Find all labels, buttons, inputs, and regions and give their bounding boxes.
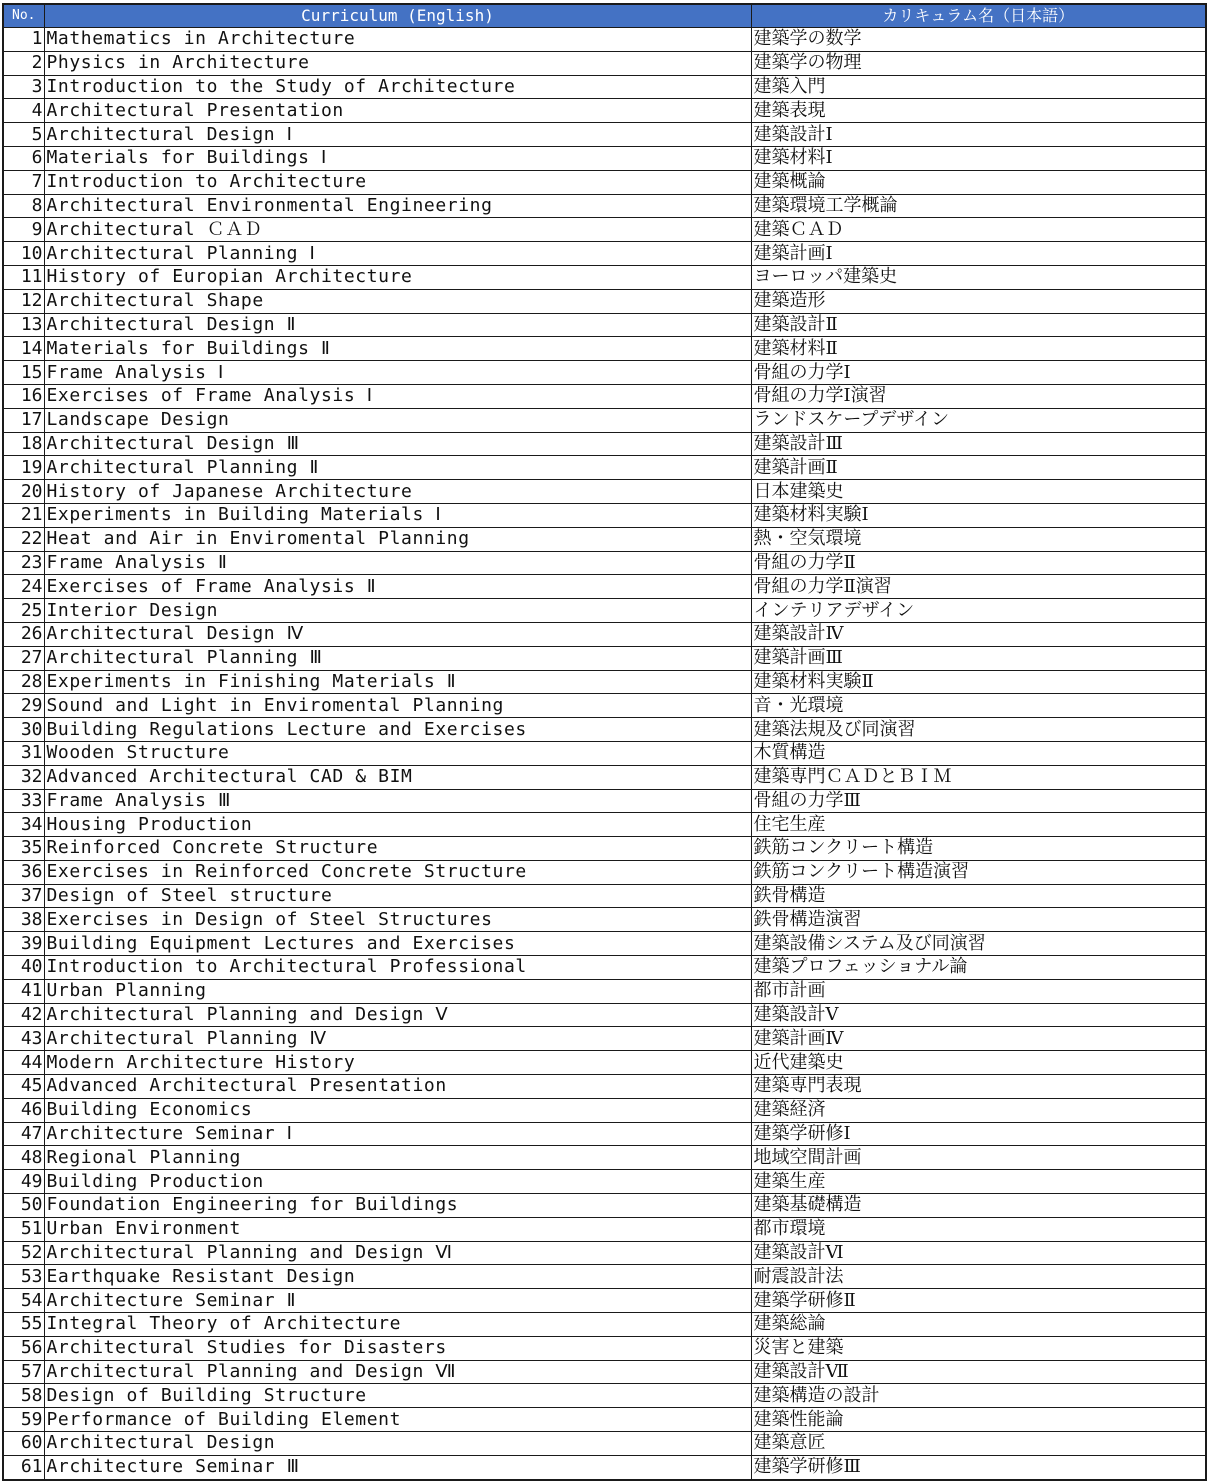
japanese-name-cell: 建築設計Ⅰ xyxy=(751,123,1205,147)
row-number-cell: 35 xyxy=(4,837,44,861)
row-number-cell: 12 xyxy=(4,289,44,313)
english-name-cell: Design of Building Structure xyxy=(44,1384,751,1408)
english-name-cell: Architectural Design Ⅱ xyxy=(44,313,751,337)
english-name-cell: Materials for Buildings Ⅱ xyxy=(44,337,751,361)
japanese-name-cell: 建築意匠 xyxy=(751,1432,1205,1456)
row-number-cell: 53 xyxy=(4,1265,44,1289)
table-row xyxy=(4,1075,1205,1099)
table-row xyxy=(4,646,1205,670)
english-name-cell: Interior Design xyxy=(44,599,751,623)
english-name-cell: Building Equipment Lectures and Exercises xyxy=(44,932,751,956)
table-row xyxy=(4,694,1205,718)
table-row xyxy=(4,979,1205,1003)
japanese-name-cell: 建築入門 xyxy=(751,75,1205,99)
english-name-cell: Exercises of Frame Analysis Ⅱ xyxy=(44,575,751,599)
row-number-cell: 33 xyxy=(4,789,44,813)
row-number-cell: 22 xyxy=(4,527,44,551)
header-no: No. xyxy=(4,5,44,28)
english-name-cell: Introduction to Architecture xyxy=(44,170,751,194)
row-number-cell: 37 xyxy=(4,884,44,908)
table-row xyxy=(4,242,1205,266)
row-number-cell: 26 xyxy=(4,622,44,646)
english-name-cell: Earthquake Resistant Design xyxy=(44,1265,751,1289)
japanese-name-cell: 木質構造 xyxy=(751,741,1205,765)
english-name-cell: Architectural Planning and Design Ⅵ xyxy=(44,1241,751,1265)
english-name-cell: Mathematics in Architecture xyxy=(44,28,751,52)
japanese-name-cell: 建築構造の設計 xyxy=(751,1384,1205,1408)
row-number-cell: 55 xyxy=(4,1313,44,1337)
table-row xyxy=(4,1384,1205,1408)
english-name-cell: Building Economics xyxy=(44,1098,751,1122)
row-number-cell: 15 xyxy=(4,361,44,385)
table-row xyxy=(4,1241,1205,1265)
row-number-cell: 58 xyxy=(4,1384,44,1408)
english-name-cell: Advanced Architectural Presentation xyxy=(44,1075,751,1099)
row-number-cell: 43 xyxy=(4,1027,44,1051)
japanese-name-cell: 鉄筋コンクリート構造演習 xyxy=(751,860,1205,884)
header-row xyxy=(4,5,1205,28)
row-number-cell: 13 xyxy=(4,313,44,337)
japanese-name-cell: 建築計画Ⅲ xyxy=(751,646,1205,670)
table-row xyxy=(4,480,1205,504)
english-name-cell: Regional Planning xyxy=(44,1146,751,1170)
english-name-cell: Sound and Light in Enviromental Planning xyxy=(44,694,751,718)
english-name-cell: Architectural Shape xyxy=(44,289,751,313)
row-number-cell: 10 xyxy=(4,242,44,266)
table-row xyxy=(4,218,1205,242)
row-number-cell: 60 xyxy=(4,1432,44,1456)
table-row xyxy=(4,599,1205,623)
english-name-cell: Performance of Building Element xyxy=(44,1408,751,1432)
english-name-cell: Architectural Planning Ⅱ xyxy=(44,456,751,480)
english-name-cell: Materials for Buildings Ⅰ xyxy=(44,146,751,170)
table-row xyxy=(4,527,1205,551)
row-number-cell: 29 xyxy=(4,694,44,718)
table-row xyxy=(4,860,1205,884)
english-name-cell: Wooden Structure xyxy=(44,741,751,765)
header-english: Curriculum (English) xyxy=(44,5,751,28)
english-name-cell: Building Production xyxy=(44,1170,751,1194)
japanese-name-cell: 骨組の力学Ⅲ xyxy=(751,789,1205,813)
table-row xyxy=(4,432,1205,456)
row-number-cell: 51 xyxy=(4,1217,44,1241)
japanese-name-cell: 骨組の力学Ⅰ演習 xyxy=(751,384,1205,408)
japanese-name-cell: 建築ＣＡＤ xyxy=(751,218,1205,242)
table-row xyxy=(4,789,1205,813)
japanese-name-cell: 建築材料実験Ⅰ xyxy=(751,503,1205,527)
table-row xyxy=(4,1027,1205,1051)
table-row xyxy=(4,51,1205,75)
japanese-name-cell: ランドスケープデザイン xyxy=(751,408,1205,432)
japanese-name-cell: インテリアデザイン xyxy=(751,599,1205,623)
table-body xyxy=(4,28,1205,1480)
japanese-name-cell: 建築学の数学 xyxy=(751,28,1205,52)
english-name-cell: Architectural ＣＡＤ xyxy=(44,218,751,242)
japanese-name-cell: 耐震設計法 xyxy=(751,1265,1205,1289)
row-number-cell: 48 xyxy=(4,1146,44,1170)
table-row xyxy=(4,1265,1205,1289)
english-name-cell: Advanced Architectural CAD & BIM xyxy=(44,765,751,789)
row-number-cell: 23 xyxy=(4,551,44,575)
row-number-cell: 19 xyxy=(4,456,44,480)
row-number-cell: 45 xyxy=(4,1075,44,1099)
row-number-cell: 1 xyxy=(4,28,44,52)
english-name-cell: Exercises in Design of Steel Structures xyxy=(44,908,751,932)
japanese-name-cell: 建築総論 xyxy=(751,1313,1205,1337)
english-name-cell: Architectural Design Ⅲ xyxy=(44,432,751,456)
english-name-cell: Architecture Seminar Ⅰ xyxy=(44,1122,751,1146)
table-row xyxy=(4,313,1205,337)
english-name-cell: Frame Analysis Ⅰ xyxy=(44,361,751,385)
japanese-name-cell: 建築法規及び同演習 xyxy=(751,718,1205,742)
japanese-name-cell: 建築設計Ⅲ xyxy=(751,432,1205,456)
japanese-name-cell: 建築材料実験Ⅱ xyxy=(751,670,1205,694)
row-number-cell: 5 xyxy=(4,123,44,147)
english-name-cell: Exercises of Frame Analysis Ⅰ xyxy=(44,384,751,408)
row-number-cell: 3 xyxy=(4,75,44,99)
english-name-cell: Reinforced Concrete Structure xyxy=(44,837,751,861)
japanese-name-cell: 建築経済 xyxy=(751,1098,1205,1122)
japanese-name-cell: 建築表現 xyxy=(751,99,1205,123)
table-row xyxy=(4,1313,1205,1337)
english-name-cell: Architectural Design xyxy=(44,1432,751,1456)
japanese-name-cell: 地域空間計画 xyxy=(751,1146,1205,1170)
table-row xyxy=(4,1289,1205,1313)
curriculum-table xyxy=(4,5,1205,1479)
japanese-name-cell: 建築性能論 xyxy=(751,1408,1205,1432)
japanese-name-cell: 建築環境工学概論 xyxy=(751,194,1205,218)
japanese-name-cell: 建築概論 xyxy=(751,170,1205,194)
english-name-cell: Architecture Seminar Ⅱ xyxy=(44,1289,751,1313)
japanese-name-cell: 建築学研修Ⅰ xyxy=(751,1122,1205,1146)
row-number-cell: 42 xyxy=(4,1003,44,1027)
table-row xyxy=(4,1408,1205,1432)
table-row xyxy=(4,956,1205,980)
japanese-name-cell: 音・光環境 xyxy=(751,694,1205,718)
english-name-cell: Design of Steel structure xyxy=(44,884,751,908)
japanese-name-cell: 鉄筋コンクリート構造 xyxy=(751,837,1205,861)
japanese-name-cell: 骨組の力学Ⅰ xyxy=(751,361,1205,385)
japanese-name-cell: 建築計画Ⅱ xyxy=(751,456,1205,480)
english-name-cell: Building Regulations Lecture and Exercises xyxy=(44,718,751,742)
row-number-cell: 31 xyxy=(4,741,44,765)
english-name-cell: Architecture Seminar Ⅲ xyxy=(44,1455,751,1479)
japanese-name-cell: 熱・空気環境 xyxy=(751,527,1205,551)
japanese-name-cell: 鉄骨構造演習 xyxy=(751,908,1205,932)
english-name-cell: Architectural Design Ⅰ xyxy=(44,123,751,147)
table-row xyxy=(4,361,1205,385)
japanese-name-cell: 建築設計Ⅱ xyxy=(751,313,1205,337)
table-row xyxy=(4,741,1205,765)
row-number-cell: 40 xyxy=(4,956,44,980)
english-name-cell: Architectural Studies for Disasters xyxy=(44,1336,751,1360)
row-number-cell: 32 xyxy=(4,765,44,789)
japanese-name-cell: 都市計画 xyxy=(751,979,1205,1003)
japanese-name-cell: 鉄骨構造 xyxy=(751,884,1205,908)
english-name-cell: History of Japanese Architecture xyxy=(44,480,751,504)
table-row xyxy=(4,503,1205,527)
japanese-name-cell: 建築設計Ⅵ xyxy=(751,1241,1205,1265)
english-name-cell: Experiments in Finishing Materials Ⅱ xyxy=(44,670,751,694)
row-number-cell: 38 xyxy=(4,908,44,932)
table-row xyxy=(4,932,1205,956)
japanese-name-cell: 建築基礎構造 xyxy=(751,1194,1205,1218)
row-number-cell: 41 xyxy=(4,979,44,1003)
table-row xyxy=(4,1432,1205,1456)
japanese-name-cell: 建築造形 xyxy=(751,289,1205,313)
english-name-cell: Architectural Environmental Engineering xyxy=(44,194,751,218)
english-name-cell: Heat and Air in Enviromental Planning xyxy=(44,527,751,551)
table-row xyxy=(4,837,1205,861)
row-number-cell: 50 xyxy=(4,1194,44,1218)
japanese-name-cell: 建築計画Ⅰ xyxy=(751,242,1205,266)
japanese-name-cell: 建築計画Ⅳ xyxy=(751,1027,1205,1051)
row-number-cell: 17 xyxy=(4,408,44,432)
japanese-name-cell: 骨組の力学Ⅱ演習 xyxy=(751,575,1205,599)
japanese-name-cell: 建築学研修Ⅱ xyxy=(751,1289,1205,1313)
row-number-cell: 56 xyxy=(4,1336,44,1360)
table-row xyxy=(4,1098,1205,1122)
row-number-cell: 24 xyxy=(4,575,44,599)
english-name-cell: Physics in Architecture xyxy=(44,51,751,75)
japanese-name-cell: 都市環境 xyxy=(751,1217,1205,1241)
english-name-cell: Architectural Planning Ⅲ xyxy=(44,646,751,670)
japanese-name-cell: 建築プロフェッショナル論 xyxy=(751,956,1205,980)
table-row xyxy=(4,718,1205,742)
english-name-cell: Architectural Planning and Design Ⅶ xyxy=(44,1360,751,1384)
table-row xyxy=(4,765,1205,789)
english-name-cell: History of Europian Architecture xyxy=(44,265,751,289)
table-row xyxy=(4,1194,1205,1218)
table-row xyxy=(4,884,1205,908)
english-name-cell: Experiments in Building Materials Ⅰ xyxy=(44,503,751,527)
english-name-cell: Architectural Planning and Design Ⅴ xyxy=(44,1003,751,1027)
japanese-name-cell: 災害と建築 xyxy=(751,1336,1205,1360)
table-row xyxy=(4,123,1205,147)
row-number-cell: 36 xyxy=(4,860,44,884)
row-number-cell: 34 xyxy=(4,813,44,837)
english-name-cell: Frame Analysis Ⅲ xyxy=(44,789,751,813)
table-row xyxy=(4,1455,1205,1479)
row-number-cell: 11 xyxy=(4,265,44,289)
table-row xyxy=(4,28,1205,52)
japanese-name-cell: 建築設備システム及び同演習 xyxy=(751,932,1205,956)
row-number-cell: 27 xyxy=(4,646,44,670)
row-number-cell: 18 xyxy=(4,432,44,456)
japanese-name-cell: ヨーロッパ建築史 xyxy=(751,265,1205,289)
row-number-cell: 25 xyxy=(4,599,44,623)
table-row xyxy=(4,289,1205,313)
row-number-cell: 61 xyxy=(4,1455,44,1479)
row-number-cell: 49 xyxy=(4,1170,44,1194)
header-japanese: カリキュラム名（日本語） xyxy=(751,5,1205,28)
table-row xyxy=(4,75,1205,99)
english-name-cell: Introduction to Architectural Professional xyxy=(44,956,751,980)
english-name-cell: Introduction to the Study of Architecture xyxy=(44,75,751,99)
table-row xyxy=(4,265,1205,289)
table-row xyxy=(4,1003,1205,1027)
japanese-name-cell: 建築学の物理 xyxy=(751,51,1205,75)
row-number-cell: 47 xyxy=(4,1122,44,1146)
table-row xyxy=(4,1170,1205,1194)
row-number-cell: 21 xyxy=(4,503,44,527)
english-name-cell: Modern Architecture History xyxy=(44,1051,751,1075)
table-row xyxy=(4,146,1205,170)
japanese-name-cell: 日本建築史 xyxy=(751,480,1205,504)
table-row xyxy=(4,813,1205,837)
table-row xyxy=(4,1051,1205,1075)
english-name-cell: Landscape Design xyxy=(44,408,751,432)
english-name-cell: Urban Environment xyxy=(44,1217,751,1241)
row-number-cell: 30 xyxy=(4,718,44,742)
row-number-cell: 28 xyxy=(4,670,44,694)
japanese-name-cell: 建築学研修Ⅲ xyxy=(751,1455,1205,1479)
table-row xyxy=(4,408,1205,432)
table-row xyxy=(4,456,1205,480)
row-number-cell: 8 xyxy=(4,194,44,218)
curriculum-table-container xyxy=(2,3,1207,1481)
row-number-cell: 39 xyxy=(4,932,44,956)
row-number-cell: 57 xyxy=(4,1360,44,1384)
japanese-name-cell: 骨組の力学Ⅱ xyxy=(751,551,1205,575)
english-name-cell: Urban Planning xyxy=(44,979,751,1003)
row-number-cell: 6 xyxy=(4,146,44,170)
row-number-cell: 14 xyxy=(4,337,44,361)
japanese-name-cell: 建築設計Ⅶ xyxy=(751,1360,1205,1384)
table-row xyxy=(4,908,1205,932)
english-name-cell: Integral Theory of Architecture xyxy=(44,1313,751,1337)
japanese-name-cell: 建築材料Ⅱ xyxy=(751,337,1205,361)
row-number-cell: 54 xyxy=(4,1289,44,1313)
english-name-cell: Architectural Planning Ⅳ xyxy=(44,1027,751,1051)
row-number-cell: 16 xyxy=(4,384,44,408)
english-name-cell: Housing Production xyxy=(44,813,751,837)
table-row xyxy=(4,99,1205,123)
row-number-cell: 52 xyxy=(4,1241,44,1265)
english-name-cell: Frame Analysis Ⅱ xyxy=(44,551,751,575)
row-number-cell: 59 xyxy=(4,1408,44,1432)
table-row xyxy=(4,1217,1205,1241)
table-row xyxy=(4,194,1205,218)
japanese-name-cell: 建築生産 xyxy=(751,1170,1205,1194)
table-row xyxy=(4,1146,1205,1170)
table-row xyxy=(4,1122,1205,1146)
japanese-name-cell: 近代建築史 xyxy=(751,1051,1205,1075)
row-number-cell: 20 xyxy=(4,480,44,504)
row-number-cell: 7 xyxy=(4,170,44,194)
english-name-cell: Architectural Design Ⅳ xyxy=(44,622,751,646)
japanese-name-cell: 建築設計Ⅳ xyxy=(751,622,1205,646)
table-row xyxy=(4,670,1205,694)
table-row xyxy=(4,170,1205,194)
japanese-name-cell: 建築材料Ⅰ xyxy=(751,146,1205,170)
table-row xyxy=(4,551,1205,575)
japanese-name-cell: 住宅生産 xyxy=(751,813,1205,837)
english-name-cell: Architectural Planning Ⅰ xyxy=(44,242,751,266)
row-number-cell: 46 xyxy=(4,1098,44,1122)
row-number-cell: 44 xyxy=(4,1051,44,1075)
row-number-cell: 4 xyxy=(4,99,44,123)
table-row xyxy=(4,575,1205,599)
japanese-name-cell: 建築設計Ⅴ xyxy=(751,1003,1205,1027)
japanese-name-cell: 建築専門表現 xyxy=(751,1075,1205,1099)
japanese-name-cell: 建築専門ＣＡＤとＢＩＭ xyxy=(751,765,1205,789)
table-row xyxy=(4,1360,1205,1384)
english-name-cell: Foundation Engineering for Buildings xyxy=(44,1194,751,1218)
english-name-cell: Architectural Presentation xyxy=(44,99,751,123)
table-row xyxy=(4,622,1205,646)
table-row xyxy=(4,1336,1205,1360)
table-row xyxy=(4,384,1205,408)
row-number-cell: 2 xyxy=(4,51,44,75)
english-name-cell: Exercises in Reinforced Concrete Structure xyxy=(44,860,751,884)
row-number-cell: 9 xyxy=(4,218,44,242)
table-row xyxy=(4,337,1205,361)
